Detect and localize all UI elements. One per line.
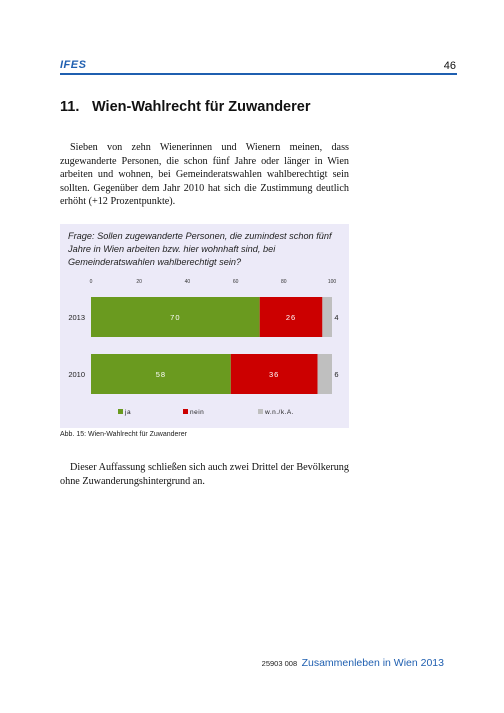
legend-label: nein xyxy=(190,409,205,416)
ifes-logo: IFES xyxy=(60,59,87,71)
legend-swatch xyxy=(118,409,123,414)
x-tick-label: 0 xyxy=(89,279,93,285)
legend-label: ja xyxy=(125,409,132,416)
section-number: 11. xyxy=(60,99,80,115)
chart-figure xyxy=(60,224,349,428)
survey-question: Frage: Sollen zugewanderte Personen, die zumindest schon fünf Jahre in Wien arbeiten bzw. hier wohnhaft sind, bei Gemeinderatswahlen wahlberechtigt sein? xyxy=(68,231,332,267)
figure-caption: Abb. 15: Wien-Wahlrecht für Zuwanderer xyxy=(60,431,187,438)
data-label: 4 xyxy=(334,313,340,322)
stacked-bar-chart xyxy=(60,224,349,428)
data-label: 58 xyxy=(155,370,167,379)
data-label: 6 xyxy=(334,370,340,379)
legend-swatch xyxy=(258,409,263,414)
category-label: 2010 xyxy=(68,370,85,379)
section-title-text: Wien-Wahlrecht für Zuwanderer xyxy=(92,99,311,115)
data-label: 70 xyxy=(170,313,181,322)
category-label: 2013 xyxy=(68,313,85,322)
x-tick-label: 100 xyxy=(327,279,337,285)
data-label: 36 xyxy=(268,370,280,379)
section-title xyxy=(60,99,310,115)
legend-label: w.n./k.A. xyxy=(265,409,295,416)
intro-paragraph: Sieben von zehn Wienerinnen und Wienern meinen, dass zugewanderte Personen, die schon fünf Jahre oder länger in Wien arbeiten und wohnen, bei Gemeinderatswahlen wahlberechtigt sein sollten. Gegenüber dem Jahr 2010 hat sich die Zustimmung deutlich erhöht (+12 Prozentpunkte). xyxy=(60,142,349,207)
bar-segment xyxy=(322,297,332,337)
footer-title: Zusammenleben in Wien 2013 xyxy=(301,657,444,669)
bar-segment xyxy=(318,354,332,394)
header-rule xyxy=(60,73,457,75)
x-tick-label: 40 xyxy=(184,279,191,285)
footer-code: 25903 008 xyxy=(261,659,298,668)
closing-paragraph: Dieser Auffassung schließen sich auch zwei Drittel der Bevölkerung ohne Zuwanderungshintergrund an. xyxy=(60,462,349,487)
legend-swatch xyxy=(183,409,188,414)
x-tick-label: 20 xyxy=(136,279,142,285)
data-label: 26 xyxy=(285,313,297,322)
x-tick-label: 60 xyxy=(232,279,239,285)
footer xyxy=(262,653,444,671)
x-tick-label: 80 xyxy=(281,279,287,285)
page-number: 46 xyxy=(443,60,456,72)
